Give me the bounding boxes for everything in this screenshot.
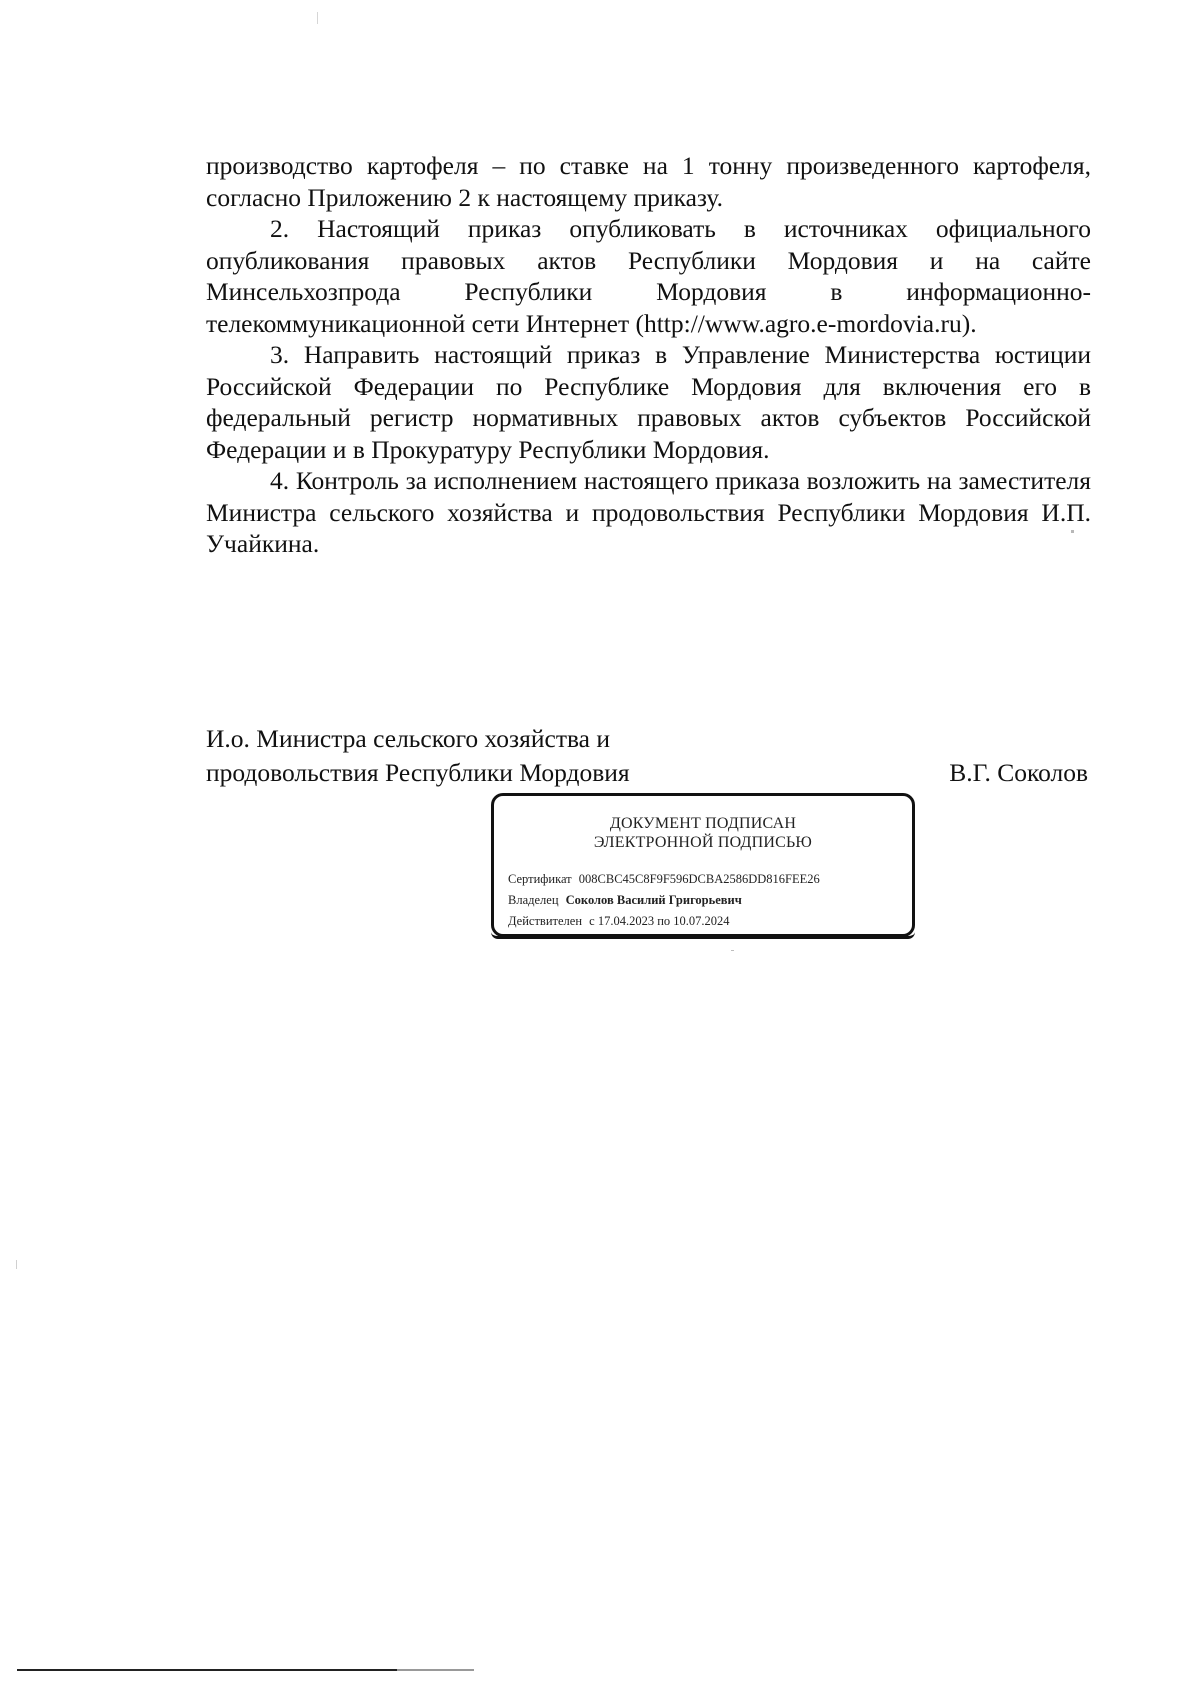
paragraph-publish-order: 2. Настоящий приказ опубликовать в источниках официального опубликования правовых актов Республики Мордовия и на сайте Минсельхозпрода Республики Мордовия в информационно-телекоммуникационной сети Интернет (http://www.agro.e-mordovia.ru). [206,214,1091,338]
stamp-title-line-1: ДОКУМЕНТ ПОДПИСАН [609,815,797,832]
scan-mark-top [317,12,318,24]
stamp-certificate-label: Сертификат [508,872,572,886]
document-body [206,150,1091,560]
stamp-valid-label: Действителен [508,914,583,928]
stamp-valid-to-prefix: по [657,914,671,928]
bottom-scan-rule [17,1669,397,1671]
stamp-valid-from-prefix: с [589,914,595,928]
paragraph-continuation: производство картофеля – по ставке на 1 тонну произведенного картофеля, согласно Приложению 2 к настоящему приказу. [206,151,1091,212]
paragraph-send-to-ministry-justice: 3. Направить настоящий приказ в Управление Министерства юстиции Российской Федерации по Республике Мордовия для включения его в федеральный регистр нормативных правовых актов субъектов Российской Федерации и в Прокуратуру Республики Мордовия. [206,340,1091,464]
signer-position-line-1: И.о. Министра сельского хозяйства и [206,724,611,753]
stamp-owner-row [508,890,820,911]
stamp-details [508,869,820,932]
scan-mark-middle [731,950,734,951]
stamp-title-line-2: ЭЛЕКТРОННОЙ ПОДПИСЬЮ [593,834,813,851]
electronic-signature-stamp [491,793,915,937]
stamp-valid-from: 17.04.2023 [597,914,655,928]
stamp-title [494,814,912,852]
scan-mark-left [16,1260,17,1269]
stamp-owner-label: Владелец [508,893,559,907]
stamp-valid-to: 10.07.2024 [673,914,730,928]
signer-name: В.Г. Соколов [949,758,1088,787]
signature-block [206,722,1086,790]
stamp-certificate-row [508,869,820,890]
signer-position-line-2: продовольствия Республики Мордовия [206,758,630,787]
stamp-owner-value: Соколов Василий Григорьевич [565,893,742,907]
stamp-validity-row [508,911,820,932]
bottom-scan-rule-faint [397,1669,474,1671]
stamp-certificate-value: 008CBC45C8F9F596DCBA2586DD816FEE26 [578,872,820,886]
paragraph-control-responsibility: 4. Контроль за исполнением настоящего приказа возложить на заместителя Министра сельского хозяйства и продовольствия Республики Мордовия И.П. Учайкина. [206,466,1091,558]
